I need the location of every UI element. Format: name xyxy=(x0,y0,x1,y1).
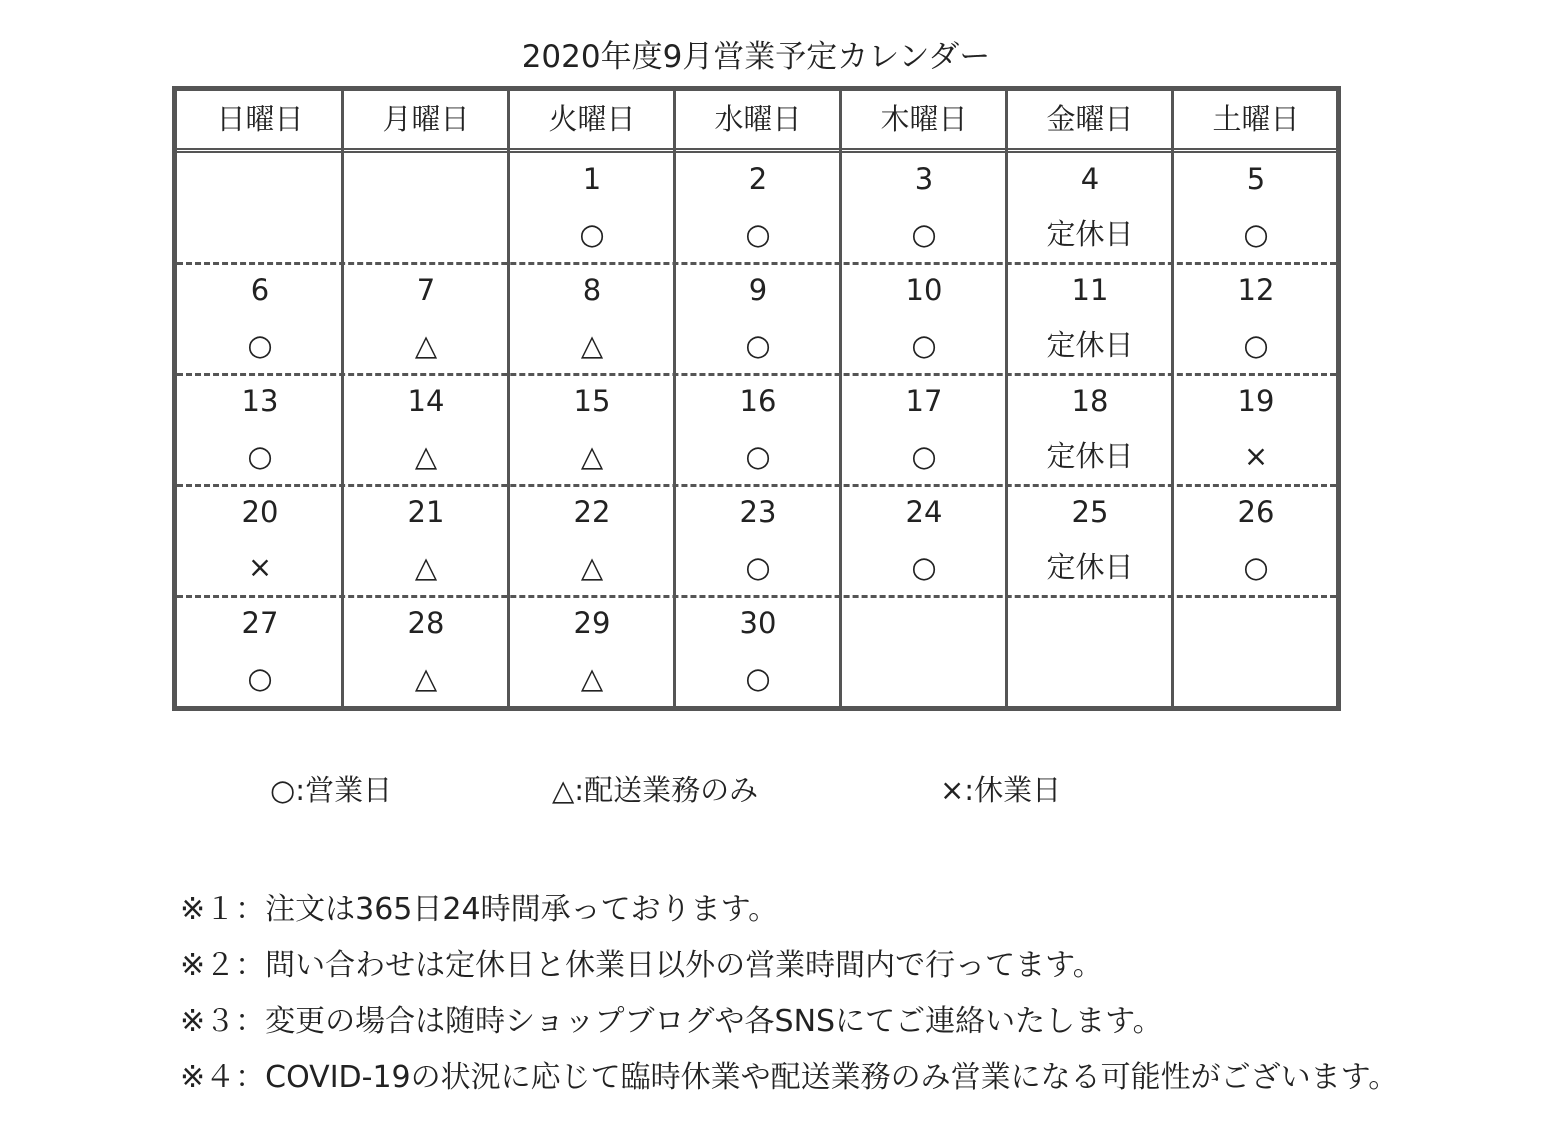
day-cell xyxy=(1173,484,1339,595)
day-cell xyxy=(1173,151,1339,262)
day-cell xyxy=(1007,262,1173,373)
day-status: △ xyxy=(580,328,604,362)
day-number: 17 xyxy=(905,384,943,418)
day-number: 24 xyxy=(905,495,943,529)
weekday-header-sunday: 日曜日 xyxy=(216,102,304,136)
day-number: 4 xyxy=(1080,162,1100,196)
day-status: 定休日 xyxy=(1046,550,1134,584)
day-cell xyxy=(177,484,343,595)
day-status: ○ xyxy=(911,550,937,584)
day-status: ○ xyxy=(247,328,273,362)
legend-closed: ×:休業日 xyxy=(940,773,1062,807)
week-row xyxy=(177,595,1336,706)
day-cell xyxy=(675,262,841,373)
day-cell xyxy=(177,151,343,262)
day-status: ○ xyxy=(1243,550,1269,584)
day-status: × xyxy=(1243,439,1269,473)
legend-delivery-only: △:配送業務のみ xyxy=(552,773,759,807)
weekday-header-friday: 金曜日 xyxy=(1046,102,1134,136)
day-cell xyxy=(177,262,343,373)
day-cell xyxy=(509,595,675,706)
day-number: 5 xyxy=(1246,162,1266,196)
day-status: △ xyxy=(580,550,604,584)
day-number: 27 xyxy=(241,606,279,640)
day-cell xyxy=(675,595,841,706)
day-cell xyxy=(675,151,841,262)
day-cell xyxy=(509,262,675,373)
day-status: ○ xyxy=(911,439,937,473)
day-number: 20 xyxy=(241,495,279,529)
weekday-header-thursday: 木曜日 xyxy=(880,102,968,136)
day-number: 23 xyxy=(739,495,777,529)
notes-list xyxy=(180,882,1398,1106)
day-cell xyxy=(343,595,509,706)
day-cell xyxy=(343,262,509,373)
day-cell xyxy=(343,151,509,262)
week-row xyxy=(177,262,1336,373)
day-cell xyxy=(1007,373,1173,484)
day-number: 7 xyxy=(416,273,436,307)
day-cell xyxy=(1007,595,1173,706)
day-cell xyxy=(177,373,343,484)
legend-open: ○:営業日 xyxy=(270,773,393,807)
day-number: 16 xyxy=(739,384,777,418)
day-cell xyxy=(1007,151,1173,262)
day-cell xyxy=(1173,595,1339,706)
note-item: ※１：注文は365日24時間承っております。 xyxy=(180,892,779,927)
day-number: 2 xyxy=(748,162,768,196)
day-status: 定休日 xyxy=(1046,328,1134,362)
day-number: 29 xyxy=(573,606,611,640)
day-number: 10 xyxy=(905,273,943,307)
day-status: 定休日 xyxy=(1046,439,1134,473)
day-cell xyxy=(841,262,1007,373)
day-number: 9 xyxy=(748,273,768,307)
day-status: ○ xyxy=(911,328,937,362)
week-row xyxy=(177,484,1336,595)
day-number: 11 xyxy=(1071,273,1109,307)
day-number: 30 xyxy=(739,606,777,640)
day-cell xyxy=(675,484,841,595)
day-cell xyxy=(343,484,509,595)
day-number: 1 xyxy=(582,162,602,196)
note-item: ※３：変更の場合は随時ショップブログや各SNSにてご連絡いたします。 xyxy=(180,1004,1163,1039)
page-title: 2020年度9月営業予定カレンダー xyxy=(521,39,991,75)
day-cell xyxy=(1007,484,1173,595)
day-cell xyxy=(177,595,343,706)
day-cell xyxy=(1173,262,1339,373)
day-number: 12 xyxy=(1237,273,1275,307)
day-cell xyxy=(841,151,1007,262)
day-status: ○ xyxy=(911,217,937,251)
day-status: ○ xyxy=(247,439,273,473)
day-cell xyxy=(841,484,1007,595)
weekday-header-saturday: 土曜日 xyxy=(1212,102,1300,136)
day-cell xyxy=(343,373,509,484)
week-row xyxy=(177,373,1336,484)
day-cell xyxy=(509,484,675,595)
day-number: 18 xyxy=(1071,384,1109,418)
day-cell xyxy=(841,595,1007,706)
day-status: ○ xyxy=(745,661,771,695)
day-status: × xyxy=(247,550,273,584)
weekday-header-monday: 月曜日 xyxy=(382,102,470,136)
day-status: △ xyxy=(414,439,438,473)
day-number: 26 xyxy=(1237,495,1275,529)
day-number: 3 xyxy=(914,162,934,196)
day-status: ○ xyxy=(745,550,771,584)
day-status: ○ xyxy=(1243,217,1269,251)
day-status: ○ xyxy=(745,217,771,251)
weekday-header-wednesday: 水曜日 xyxy=(714,102,802,136)
day-status: ○ xyxy=(1243,328,1269,362)
day-cell xyxy=(1173,373,1339,484)
calendar-table xyxy=(172,86,1341,711)
day-cell xyxy=(675,373,841,484)
day-status: ○ xyxy=(745,328,771,362)
note-item: ※２：問い合わせは定休日と休業日以外の営業時間内で行ってます。 xyxy=(180,948,1103,983)
day-status: △ xyxy=(414,328,438,362)
day-status: ○ xyxy=(579,217,605,251)
day-number: 14 xyxy=(407,384,445,418)
weekday-header-tuesday: 火曜日 xyxy=(548,102,636,136)
weekday-header-row xyxy=(177,91,1336,153)
day-number: 6 xyxy=(250,273,270,307)
day-cell xyxy=(509,373,675,484)
day-number: 13 xyxy=(241,384,279,418)
day-cell xyxy=(841,373,1007,484)
day-status: ○ xyxy=(745,439,771,473)
day-status: △ xyxy=(414,661,438,695)
day-status: △ xyxy=(580,661,604,695)
day-number: 8 xyxy=(582,273,602,307)
day-number: 15 xyxy=(573,384,611,418)
note-item: ※４：COVID-19の状況に応じて臨時休業や配送業務のみ営業になる可能性がございます。 xyxy=(180,1060,1399,1095)
day-number: 25 xyxy=(1071,495,1109,529)
day-number: 21 xyxy=(407,495,445,529)
day-cell xyxy=(509,151,675,262)
day-status: 定休日 xyxy=(1046,217,1134,251)
day-status: ○ xyxy=(247,661,273,695)
day-number: 28 xyxy=(407,606,445,640)
day-status: △ xyxy=(580,439,604,473)
week-row xyxy=(177,151,1336,262)
day-number: 19 xyxy=(1237,384,1275,418)
day-number: 22 xyxy=(573,495,611,529)
day-status: △ xyxy=(414,550,438,584)
